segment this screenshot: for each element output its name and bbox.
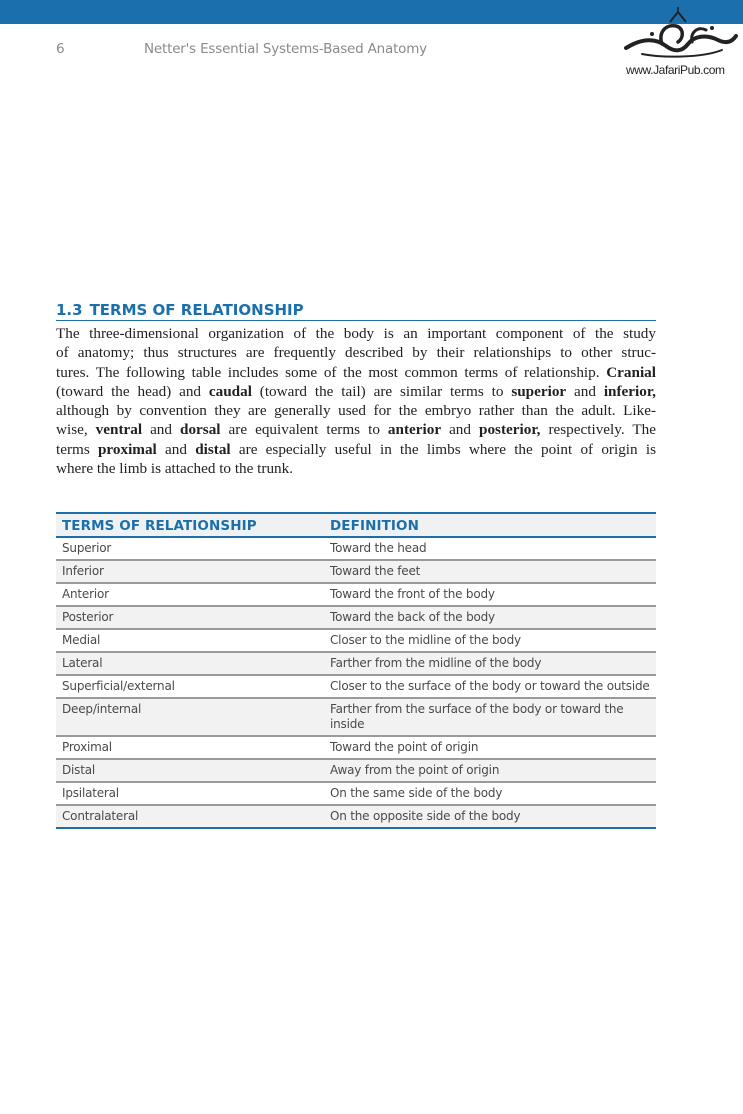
term-cell: Distal: [56, 759, 324, 782]
table-header-row: [56, 513, 656, 537]
table-row: [56, 675, 656, 698]
term-cell: Contralateral: [56, 805, 324, 828]
definition-cell: Toward the head: [324, 537, 656, 560]
running-head: [56, 41, 427, 57]
definition-cell: Closer to the surface of the body or toward the outside: [324, 675, 656, 698]
paragraph-line: of anatomy; thus structures are frequently described by their relationships to other struc-: [56, 344, 656, 362]
definition-cell: On the same side of the body: [324, 782, 656, 805]
table-row: [56, 759, 656, 782]
section-heading: [56, 301, 656, 321]
terms-table: [56, 512, 656, 829]
section-number: 1.3: [56, 301, 83, 319]
paragraph-line: terms proximal and distal are especially useful in the limbs where the point of origin is: [56, 440, 656, 458]
definition-cell: Toward the point of origin: [324, 736, 656, 759]
paragraph-line: where the limb is attached to the trunk.: [56, 460, 294, 478]
term-cell: Superficial/external: [56, 675, 324, 698]
definition-cell: Away from the point of origin: [324, 759, 656, 782]
table-row: [56, 782, 656, 805]
paragraph-line: wise, ventral and dorsal are equivalent terms to anterior and posterior, respectively. The: [56, 421, 657, 439]
term-cell: Proximal: [56, 736, 324, 759]
section-title: TERMS OF RELATIONSHIP: [89, 301, 304, 319]
paragraph-line: although by convention they are generally used for the embryo rather than the adult. Like-: [56, 402, 656, 420]
term-cell: Inferior: [56, 560, 324, 583]
table-row: [56, 537, 656, 560]
body-paragraph: [56, 324, 656, 478]
table-row: [56, 583, 656, 606]
term-cell: Ipsilateral: [56, 782, 324, 805]
definition-cell: Farther from the midline of the body: [324, 652, 656, 675]
term-cell: Medial: [56, 629, 324, 652]
book-title: Netter's Essential Systems-Based Anatomy: [144, 41, 427, 57]
paragraph-line: The three-dimensional organization of the body is an important component of the study: [56, 325, 656, 342]
term-cell: Anterior: [56, 583, 324, 606]
table-row: [56, 606, 656, 629]
term-cell: Deep/internal: [56, 698, 324, 736]
term-cell: Lateral: [56, 652, 324, 675]
definition-cell: Closer to the midline of the body: [324, 629, 656, 652]
table-row: [56, 629, 656, 652]
definition-cell: Toward the front of the body: [324, 583, 656, 606]
definition-cell: Farther from the surface of the body or toward the inside: [324, 698, 656, 736]
table-row: [56, 805, 656, 828]
paragraph-line: tures. The following table includes some of the most common terms of relationship. Cranial: [56, 363, 656, 381]
column-header-term: TERMS OF RELATIONSHIP: [56, 513, 324, 537]
definition-cell: Toward the back of the body: [324, 606, 656, 629]
paragraph-line: (toward the head) and caudal (toward the tail) are similar terms to superior and inferior,: [56, 382, 656, 400]
term-cell: Posterior: [56, 606, 324, 629]
definition-cell: Toward the feet: [324, 560, 656, 583]
page-number: 6: [56, 41, 65, 57]
table-row: [56, 560, 656, 583]
table-row: [56, 736, 656, 759]
publisher-url: www.JafariPub.com: [626, 63, 725, 77]
column-header-definition: DEFINITION: [324, 513, 656, 537]
table-row: [56, 652, 656, 675]
term-cell: Superior: [56, 537, 324, 560]
definition-cell: On the opposite side of the body: [324, 805, 656, 828]
table-row: [56, 698, 656, 736]
